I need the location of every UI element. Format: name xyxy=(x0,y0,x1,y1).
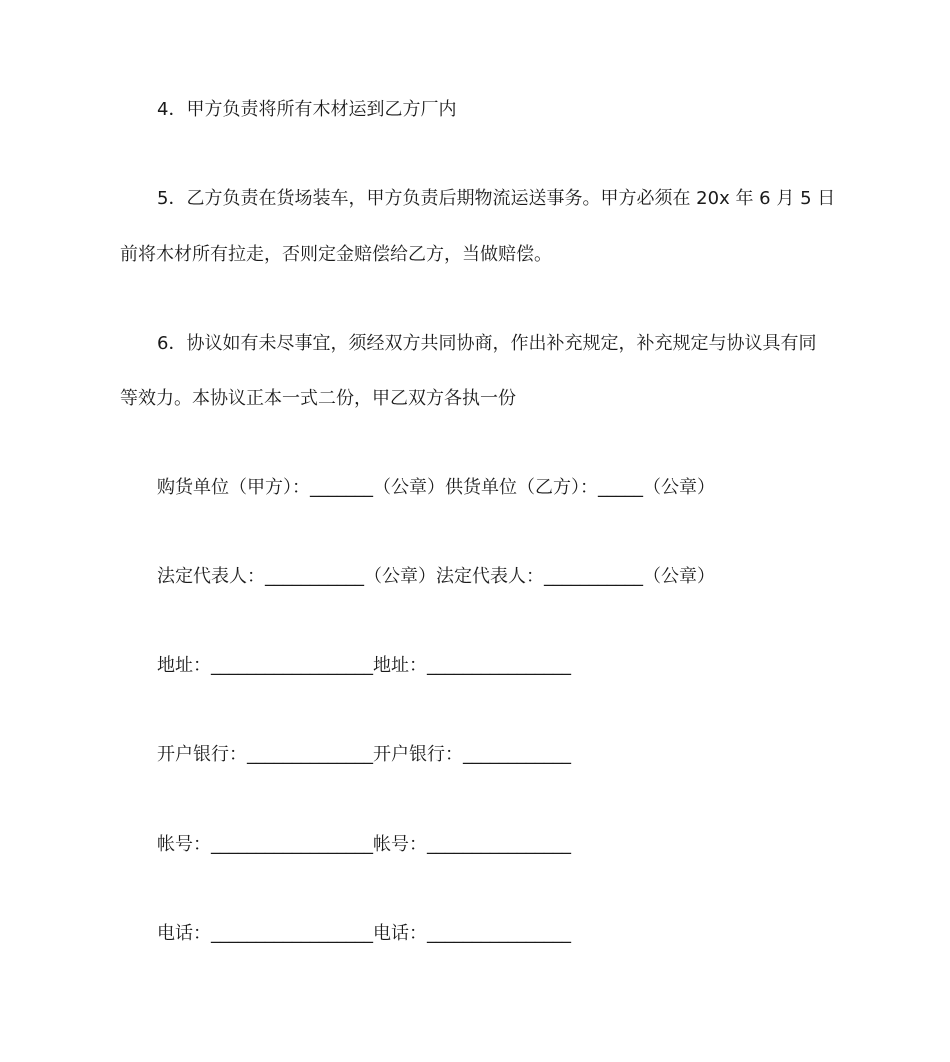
clause-4: 4．甲方负责将所有木材运到乙方厂内 xyxy=(157,99,457,120)
signature-bank: 开户银行：______________开户银行：____________ xyxy=(157,744,571,765)
signature-units: 购货单位（甲方）：_______（公章）供货单位（乙方）：_____（公章） xyxy=(157,477,715,498)
clause-5-line-2: 前将木材所有拉走，否则定金赔偿给乙方，当做赔偿。 xyxy=(120,244,552,265)
clause-6-line-1: 6．协议如有未尽事宜，须经双方共同协商，作出补充规定，补充规定与协议具有同 xyxy=(157,333,817,354)
clause-5-line-1: 5．乙方负责在货场装车，甲方负责后期物流运送事务。甲方必须在 20x 年 6 月 5 日 xyxy=(157,188,836,209)
signature-address: 地址：__________________地址：________________ xyxy=(157,655,571,676)
signature-legal-representative: 法定代表人：___________（公章）法定代表人：___________（公章） xyxy=(157,566,715,587)
signature-phone: 电话：__________________电话：________________ xyxy=(157,923,571,944)
clause-6-line-2: 等效力。本协议正本一式二份，甲乙双方各执一份 xyxy=(120,388,516,409)
signature-account: 帐号：__________________帐号：________________ xyxy=(157,834,571,855)
